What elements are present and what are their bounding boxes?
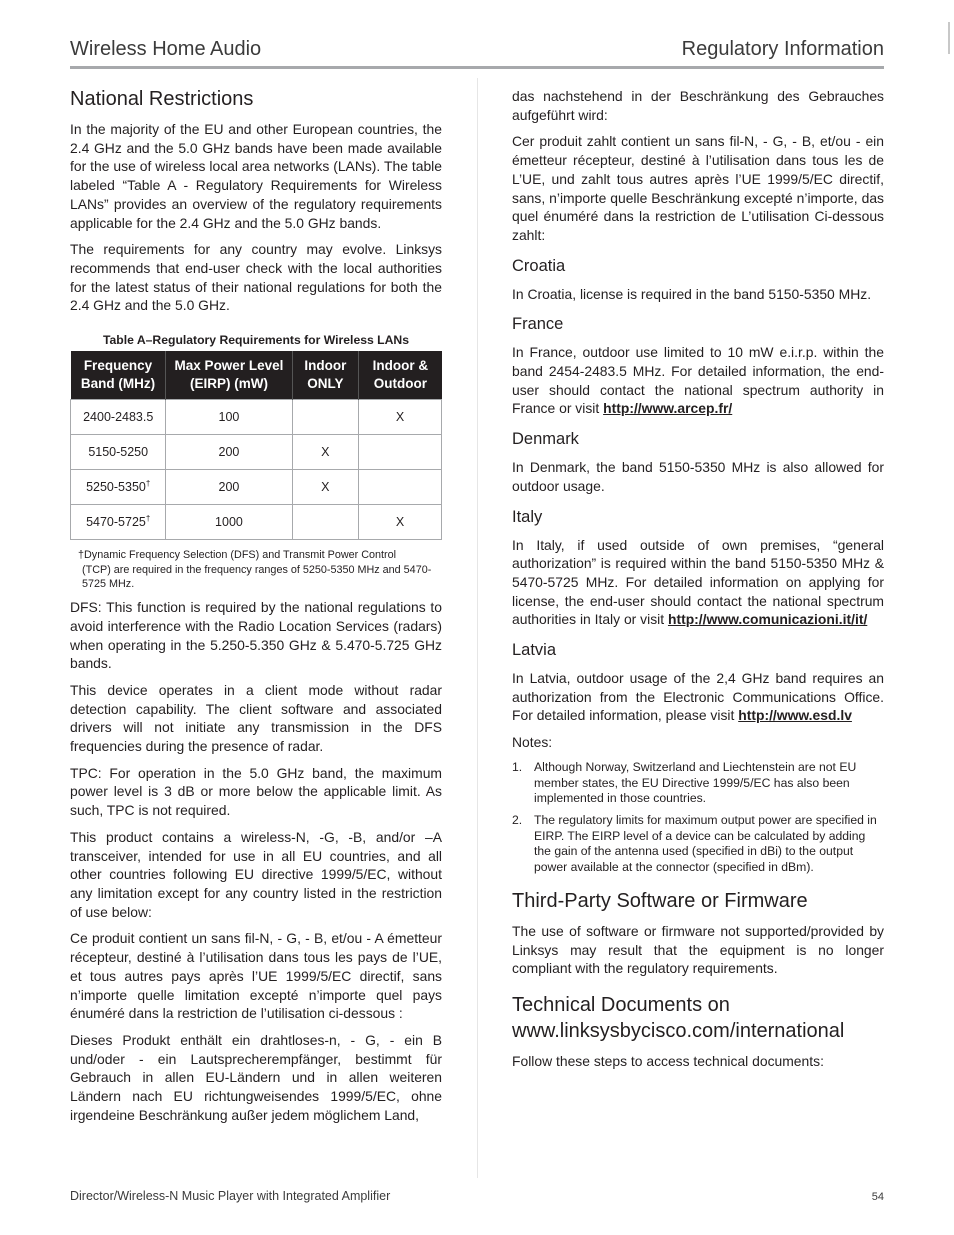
table-cell [292, 505, 359, 540]
regulatory-table [70, 351, 442, 540]
header-title: Wireless Home Audio [70, 38, 262, 60]
table-cell: 5470-5725† [71, 505, 166, 540]
product-paragraph: This product contains a wireless-N, -G, -B, and/or –A transceiver, intended for use in all EU countries, and all other countries following EU directive 1999/5/EC, without any limitation except for any country listed in the restriction of use below: [70, 828, 442, 920]
table-cell: X [359, 400, 442, 435]
german-continuation: das nachstehend in der Beschränkung des Gebrauches aufgeführt wird: [512, 88, 884, 123]
column-header: Indoor & Outdoor [359, 351, 442, 400]
latvia-text: In Latvia, outdoor usage of the 2,4 GHz band requires an authorization from the Electronic Communications Office. For detailed information, please visit http://www.esd.lv [512, 670, 884, 724]
table-header-row [71, 351, 442, 400]
table-cell: X [359, 505, 442, 540]
denmark-text: In Denmark, the band 5150-5350 MHz is also allowed for outdoor usage. [512, 459, 884, 494]
france-heading: France [512, 315, 564, 334]
tech-docs-heading: Technical Documents on www.linksysbycisco.com/international [512, 993, 845, 1042]
croatia-heading: Croatia [512, 256, 566, 275]
page-number: 54 [871, 1191, 884, 1203]
note-item: 1. Although Norway, Switzerland and Liechtenstein are not EU member states, the EU Directive 1999/5/EC has also been implemented in those countries. [512, 759, 857, 806]
table-cell: 100 [166, 400, 292, 435]
column-header: Indoor ONLY [292, 351, 359, 400]
table-cell: 200 [166, 470, 292, 505]
tpc-paragraph: TPC: For operation in the 5.0 GHz band, the maximum power level is 3 dB or more below the applicable limit. As such, TPC is not required. [70, 764, 442, 819]
section-title: Regulatory Information [681, 38, 884, 60]
denmark-heading: Denmark [512, 430, 579, 449]
national-restrictions-heading: National Restrictions [70, 88, 254, 110]
table-cell: 1000 [166, 505, 292, 540]
intro-paragraph: In the majority of the EU and other European countries, the 2.4 GHz and the 5.0 GHz bands have been made available for the use of wireless local area networks (LANs). The table labeled “Table A - Regulatory Requirements for Wireless LANs” provides an overview of the regulatory requirements applicable for the 2.4 GHz and the 5.0 GHz bands. [70, 121, 442, 231]
arcep-link[interactable]: http://www.arcep.fr/ [603, 400, 733, 417]
table-cell [359, 470, 442, 505]
notes-list [512, 760, 884, 876]
table-footnote: †Dynamic Frequency Selection (DFS) and Transmit Power Control (TCP) are required in the frequency ranges of 5250-5350 MHz and 5470-5725 MHz. [78, 549, 432, 591]
page-edge-mark [948, 22, 950, 54]
table-caption: Table A–Regulatory Requirements for Wireless LANs [102, 333, 409, 348]
tech-docs-text: Follow these steps to access technical documents: [512, 1052, 824, 1069]
latvia-heading: Latvia [512, 641, 557, 660]
table-cell: 2400-2483.5 [71, 400, 166, 435]
table-cell: X [292, 435, 359, 470]
column-header: Frequency Band (MHz) [71, 351, 166, 400]
notes-label: Notes: [512, 734, 553, 751]
mixed-language-paragraph: Cer produit zahlt contient un sans fil-N, - G, - B, et/ou - ein émetteur récepteur, destiné à l’utilisation dans tous les de L’UE, und zahlt tous autres après l’UE 1999/5/EC directif, sans, n’importe quelle Beschränkung excepté n’importe, das quel énuméré dans la restriction de L’utilisation Ci-dessous zahlt: [512, 133, 884, 243]
french-paragraph: Ce produit contient un sans fil-N, - G, - B, et/ou - A émetteur récepteur, destiné à l’utilisation dans tous les pays de l’UE, et tous autres pays après l’UE 1999/5/EC directif, sans n’importe quelle limitation excepté n’importe quel pays énuméré dans la restriction de l’utilisation ci-dessous : [70, 930, 442, 1022]
client-mode-paragraph: This device operates in a client mode without radar detection capability. The client software and associated drivers will not initiate any transmission in the DFS frequencies during the presence of radar. [70, 681, 442, 755]
italy-heading: Italy [512, 507, 543, 526]
column-header: Max Power Level (EIRP) (mW) [166, 351, 292, 400]
comunicazioni-link[interactable]: http://www.comunicazioni.it/it/ [667, 611, 868, 628]
note-item: 2. The regulatory limits for maximum output power are specified in EIRP. The EIRP level of a device can be calculated by adding the gain of the antenna used (specified in dBi) to the output power available at the connector (specified in dBm). [512, 812, 877, 875]
croatia-text: In Croatia, license is required in the band 5150-5350 MHz. [512, 285, 872, 302]
third-party-heading: Third-Party Software or Firmware [512, 889, 808, 912]
requirements-paragraph: The requirements for any country may evolve. Linksys recommends that end-user check with the local authorities for the latest status of their national regulations for both the 2.4 GHz and the 5.0 GHz. [70, 241, 442, 314]
third-party-text: The use of software or firmware not supported/provided by Linksys may result that the equipment is no longer compliant with the regulatory requirements. [512, 922, 884, 977]
table-cell: X [292, 470, 359, 505]
france-text: In France, outdoor use limited to 10 mW e.i.r.p. within the band 2454-2483.5 MHz. For detailed information, the end-user should contact the national spectrum authority in France or visit http://www.arcep.fr/ [512, 344, 884, 417]
table-cell: 5250-5350† [71, 470, 166, 505]
table-cell [292, 400, 359, 435]
left-column [70, 86, 442, 1132]
column-divider [477, 78, 478, 1178]
table-row [71, 505, 442, 540]
page-header [70, 36, 884, 69]
table-cell [359, 435, 442, 470]
right-column [512, 87, 884, 1079]
table-row [71, 435, 442, 470]
table-cell: 200 [166, 435, 292, 470]
german-paragraph: Dieses Produkt enthält ein drahtloses-n, - G, - ein B und/oder - ein Lautsprecherempfänger, bestimmt für Gebrauch in allen EU-Ländern und in allen weiteren Ländern nach EU richtungweisendes 1999/5/EC, ohne irgendeine Beschränkung außer jedem möglichem Land, [70, 1031, 442, 1123]
table-cell: 5150-5250 [71, 435, 166, 470]
table-row [71, 470, 442, 505]
dfs-paragraph: DFS: This function is required by the national regulations to avoid interference with the Radio Location Services (radars) when operating in the 5.250-5.350 GHz & 5.470-5.725 GHz bands. [70, 599, 442, 672]
italy-text: In Italy, if used outside of own premises, “general authorization” is required within the band 5150-5350 MHz & 5470-5725 MHz. For detailed information on applying for license, the end-user should contact the national spectrum authorities in Italy or visit http://www.comunicazioni.it/it/ [512, 536, 884, 628]
footer-product-name: Director/Wireless-N Music Player with Integrated Amplifier [70, 1189, 391, 1203]
esd-link[interactable]: http://www.esd.lv [738, 707, 852, 724]
table-row [71, 400, 442, 435]
